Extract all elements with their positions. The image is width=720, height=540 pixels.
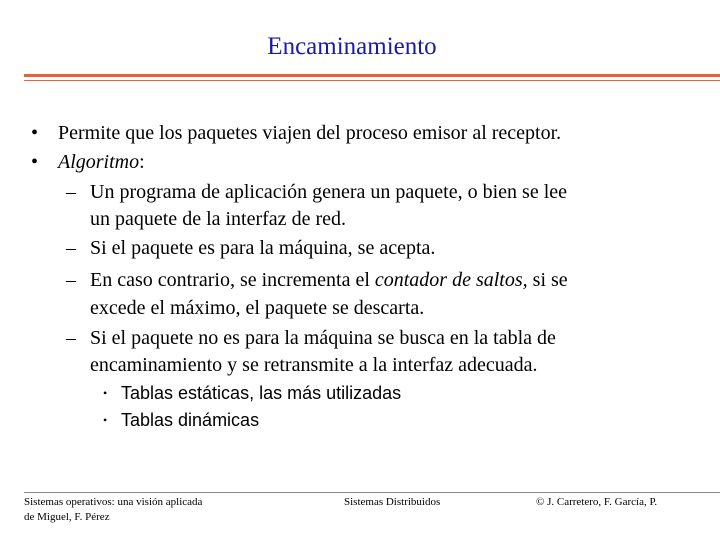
footer-course: Sistemas Distribuidos [344,496,441,508]
dash-text: encaminamiento y se retransmite a la interfaz adecuada. [90,354,538,376]
bullet-text [58,151,145,174]
dash-glyph: – [66,269,76,291]
bullet-suffix: : [139,151,145,173]
dash-text: un paquete de la interfaz de red. [90,208,346,230]
footer-rule [24,492,720,493]
dash-glyph: – [66,237,76,259]
bullet-text: Permite que los paquetes viajen del proceso emisor al receptor. [58,122,562,144]
title-rule-thin [24,80,720,81]
footer-authors: de Miguel, F. Pérez [24,511,110,523]
sub-bullet-text: Tablas dinámicas [121,410,260,430]
dash-text [90,269,568,292]
dash-text-emphasis: contador de saltos, [374,269,528,291]
sub-bullet-text: Tablas estáticas, las más utilizadas [121,383,402,403]
dash-text: Si el paquete no es para la máquina se busca en la tabla de [90,327,556,349]
dash-glyph: – [66,327,76,349]
dash-text: excede el máximo, el paquete se descarta. [90,297,425,319]
footer-copyright: © J. Carretero, F. García, P. [536,496,658,508]
sub-bullet-glyph: • [103,386,108,400]
bullet-glyph: • [31,122,39,144]
bullet-glyph: • [31,151,39,173]
dash-text-post: si se [527,269,568,291]
dash-text-pre: En caso contrario, se incrementa el [90,269,375,291]
footer-book-title: Sistemas operativos: una visión aplicada [24,496,203,508]
title-rule-thick [24,74,720,77]
bullet-label-italic: Algoritmo [58,151,140,173]
slide-title: Encaminamiento [267,33,437,60]
dash-glyph: – [66,181,76,203]
dash-text: Un programa de aplicación genera un paquete, o bien se lee [90,181,568,203]
dash-text: Si el paquete es para la máquina, se acepta. [90,237,436,259]
sub-bullet-glyph: • [103,413,108,427]
